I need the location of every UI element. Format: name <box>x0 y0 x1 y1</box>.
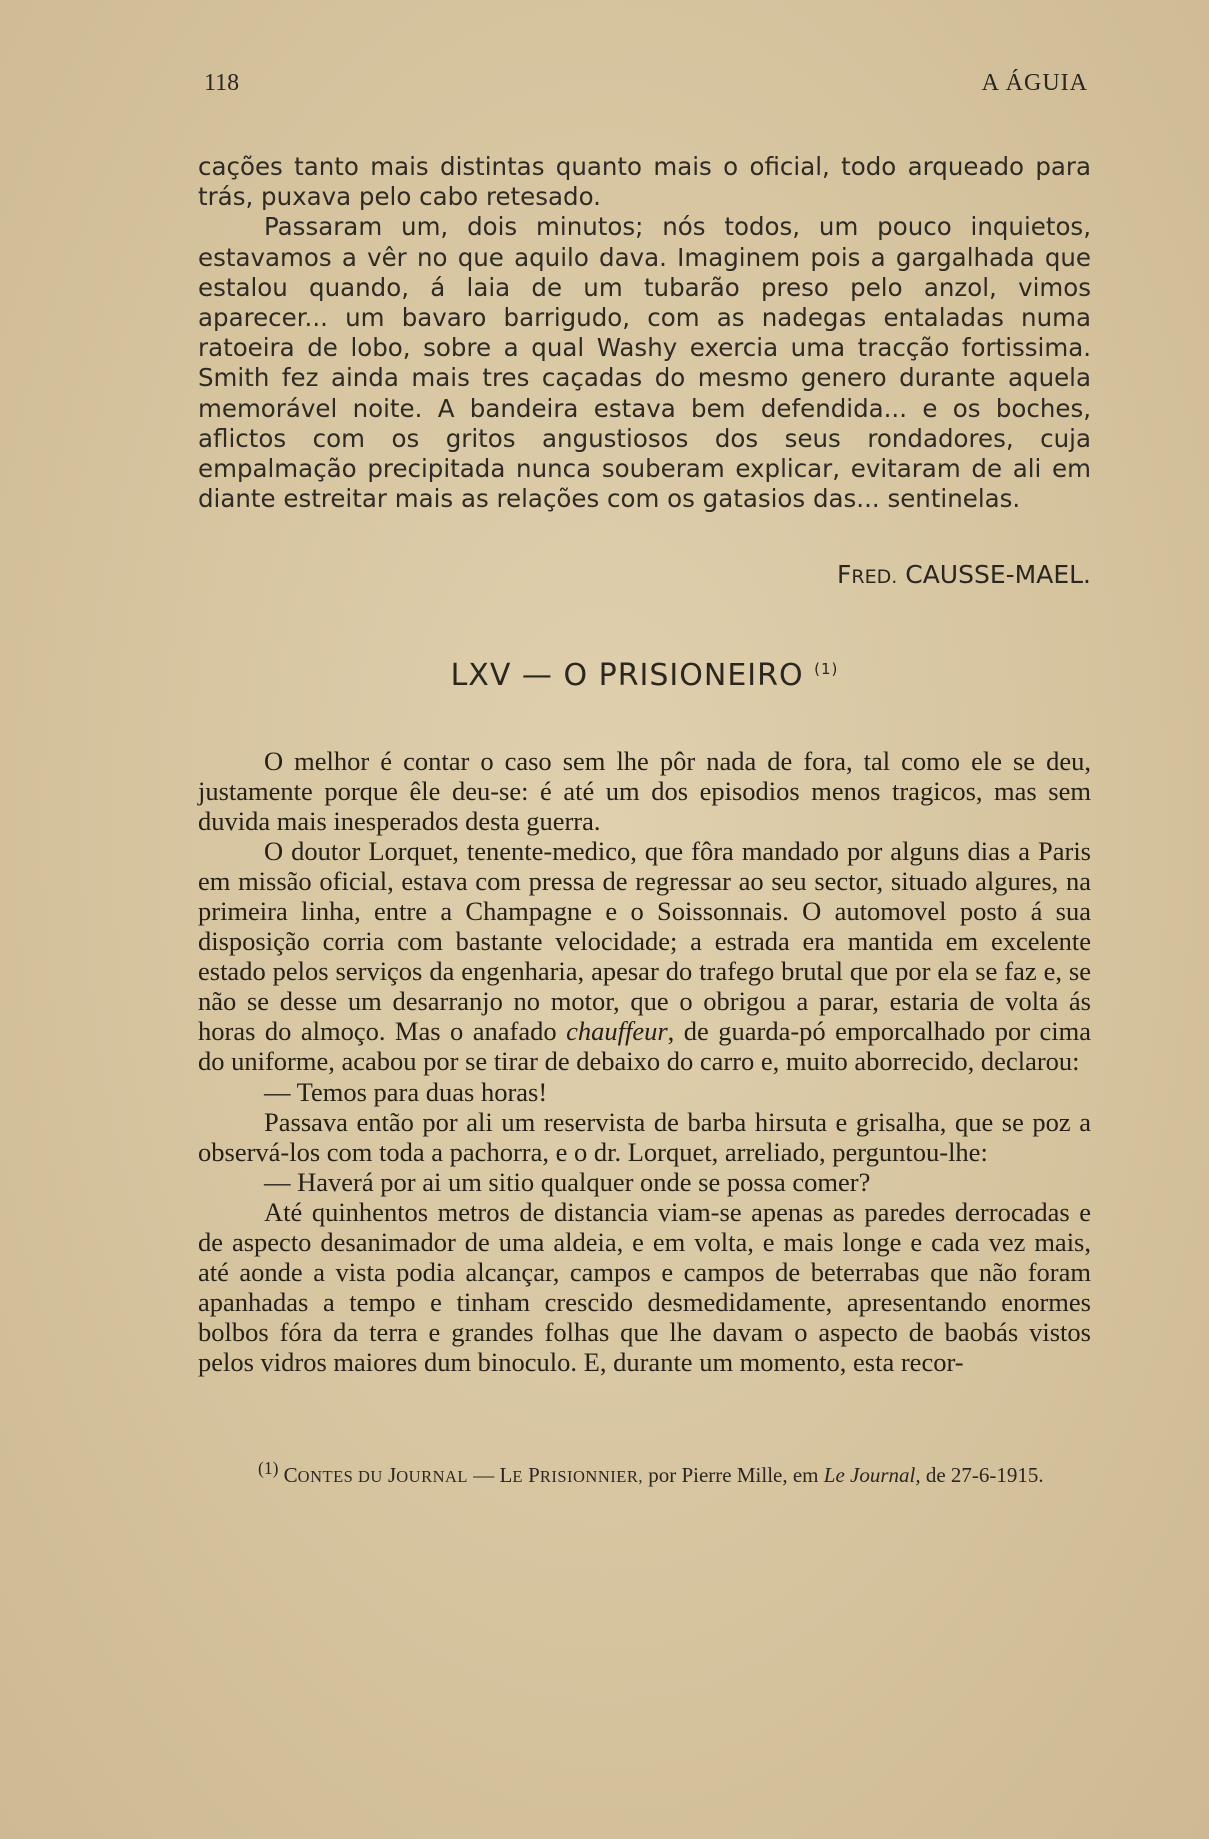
footnote-marker: (1) <box>258 1458 279 1478</box>
running-header <box>198 70 1091 104</box>
paragraph: Passava então por ali um reservista de barba hirsuta e grisalha, que se poz a observá-los com toda a pachorra, e o dr. Lorquet, arreliado, perguntou-lhe: <box>198 1106 1091 1167</box>
paragraph: cações tanto mais distintas quanto mais o oficial, todo arqueado para trás, puxava pelo cabo retesado. <box>198 152 1091 212</box>
chapter-body <box>198 746 1091 1377</box>
dialogue-line: — Haverá por ai um sitio qualquer onde se possa comer? <box>264 1166 871 1197</box>
dialogue-line: — Temos para duas horas! <box>264 1076 548 1107</box>
previous-chapter-ending <box>198 152 1091 514</box>
paragraph: O doutor Lorquet, tenente-medico, que fôra mandado por alguns dias a Paris em missão oficial, estava com pressa de regressar ao seu sector, situado algures, na primeira linha, entre a Champagne e o Soissonnais. O automovel posto á sua disposição corria com bastante velocidade; a estrada era mantida em excelente estado pelos serviços da engenharia, apesar do trafego brutal que por ela se faz e, se não se desse um desarranjo no motor, que o obrigou a parar, estaria de volta ás horas do almoço. Mas o anafado chauffeur, de guarda-pó emporcalhado por cima do uniforme, acabou por se tirar de debaixo do carro e, muito aborrecido, declarou: <box>198 836 1092 1077</box>
running-title: A ÁGUIA <box>981 70 1088 96</box>
chapter-title: LXV — O PRISIONEIRO $^{(1)}$ <box>450 658 839 693</box>
paragraph: Passaram um, dois minutos; nós todos, um pouco inquietos, estavamos a vêr no que aquilo dava. Imaginem pois a gargalhada que estalou quando, á laia de um tubarão preso pelo anzol, vimos aparecer... um bavaro barrigudo, com as nadegas entaladas numa ratoeira de lobo, sobre a qual Washy exercia uma tracção fortissima. Smith fez ainda mais tres caçadas do mesmo genero durante aquela memorável noite. A bandeira estava bem defendida... e os boches, aflictos com os gritos angustiosos dos seus rondadores, cuja empalmação precipitada nunca souberam explicar, evitaram de ali em diante estreitar mais as relações com os gatasios das... sentinelas. <box>198 212 1091 514</box>
page-number: 118 <box>204 70 240 96</box>
footnote: $^{(1)}$ CONTES DU JOURNAL — LE PRISIONNIER, por Pierre Mille, em Le Journal, de 27-6-1915. <box>258 1458 1044 1487</box>
italic-term: chauffeur <box>566 1016 668 1047</box>
author-signature: FRED. CAUSSE-MAEL. <box>837 560 1091 589</box>
paragraph: Até quinhentos metros de distancia viam-se apenas as paredes derrocadas e de aspecto desanimador de uma aldeia, e em volta, e mais longe e cada vez mais, até aonde a vista podia alcançar, campos e campos de beterrabas que não foram apanhadas a tempo e tinham crescido desmedidamente, apresentando enormes bolbos fóra da terra e grandes folhas que lhe davam o aspecto de baobás vistos pelos vidros maiores dum binoculo. E, durante um momento, esta recor- <box>198 1196 1091 1377</box>
footnote-marker: (1) <box>814 660 839 678</box>
paragraph: O melhor é contar o caso sem lhe pôr nada de fora, tal como ele se deu, justamente porque êle deu-se: é até um dos episodios menos tragicos, mas sem duvida mais inesperados desta guerra. <box>198 746 1091 837</box>
